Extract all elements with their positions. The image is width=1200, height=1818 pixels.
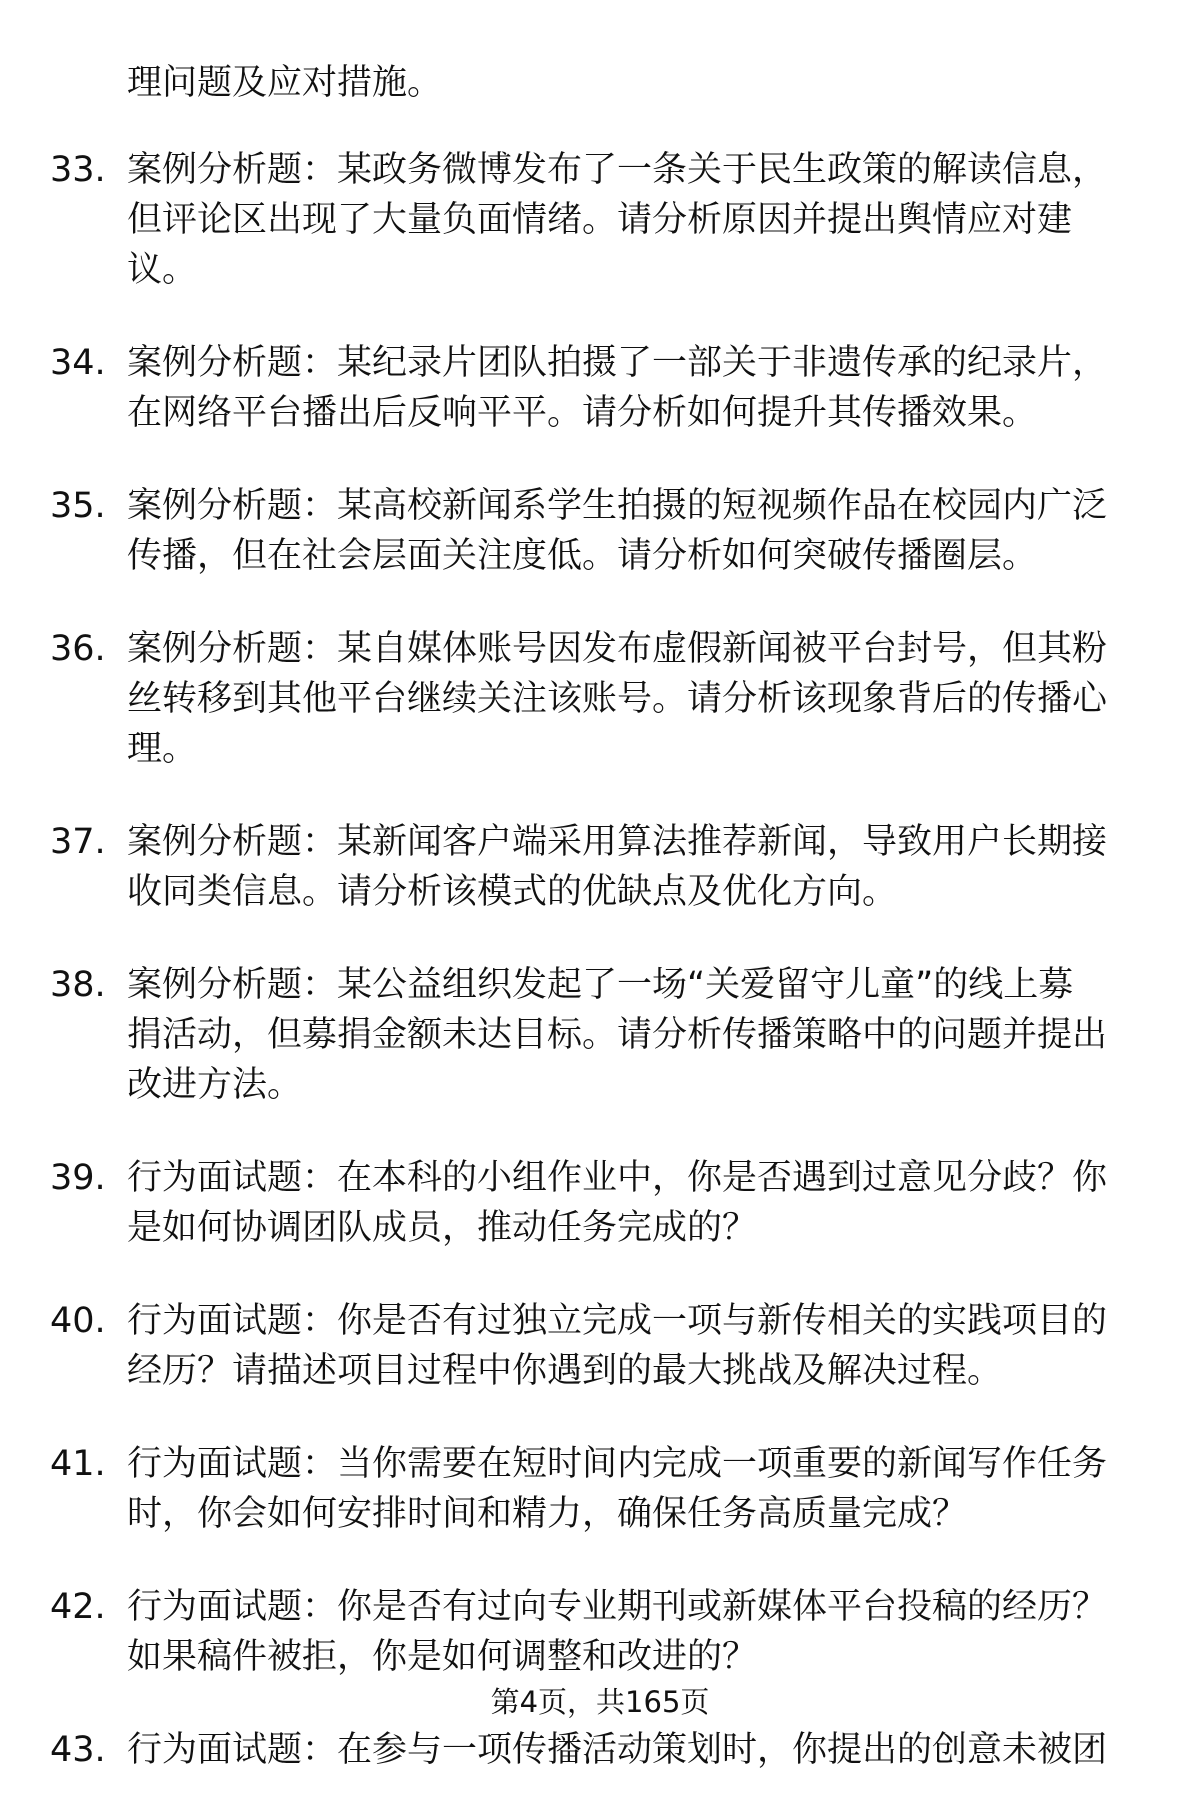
question-number: 37. xyxy=(50,822,106,862)
continued-question-text: 理问题及应对措施。 xyxy=(127,63,443,103)
question-text-line: 理。 xyxy=(127,729,198,769)
question-text-line: 案例分析题：某新闻客户端采用算法推荐新闻，导致用户长期接 xyxy=(127,822,1108,862)
question-text-line: 行为面试题：在本科的小组作业中，你是否遇到过意见分歧？你 xyxy=(127,1158,1108,1198)
question-text-line: 案例分析题：某公益组织发起了一场“关爱留守儿童”的线上募 xyxy=(127,965,1074,1005)
question-number: 34. xyxy=(50,343,106,383)
question-text xyxy=(127,338,1147,438)
question-text xyxy=(127,1582,1147,1682)
question-number: 35. xyxy=(50,486,106,526)
question-item xyxy=(0,1725,1200,1775)
question-text-line: 丝转移到其他平台继续关注该账号。请分析该现象背后的传播心 xyxy=(127,679,1108,719)
question-text-line: 行为面试题：在参与一项传播活动策划时，你提出的创意未被团 xyxy=(127,1730,1108,1770)
question-text xyxy=(127,1153,1147,1253)
question-text-line: 经历？请描述项目过程中你遇到的最大挑战及解决过程。 xyxy=(127,1351,1003,1391)
question-text-line: 如果稿件被拒，你是如何调整和改进的？ xyxy=(127,1637,758,1677)
question-item xyxy=(0,338,1200,438)
question-number: 36. xyxy=(50,629,106,669)
question-item xyxy=(0,960,1200,1110)
question-text-line: 改进方法。 xyxy=(127,1065,303,1105)
question-text-line: 行为面试题：你是否有过独立完成一项与新传相关的实践项目的 xyxy=(127,1301,1108,1341)
question-text xyxy=(127,481,1147,581)
question-text-line: 议。 xyxy=(127,250,198,290)
question-item xyxy=(0,481,1200,581)
question-item xyxy=(0,1296,1200,1396)
question-text-line: 但评论区出现了大量负面情绪。请分析原因并提出舆情应对建 xyxy=(127,200,1073,240)
question-number: 39. xyxy=(50,1158,106,1198)
question-number: 41. xyxy=(50,1444,106,1484)
question-text-line: 捐活动，但募捐金额未达目标。请分析传播策略中的问题并提出 xyxy=(127,1015,1108,1055)
question-number: 38. xyxy=(50,965,106,1005)
question-item xyxy=(0,624,1200,774)
question-item xyxy=(0,1153,1200,1253)
question-number: 42. xyxy=(50,1587,106,1627)
question-text-line: 收同类信息。请分析该模式的优缺点及优化方向。 xyxy=(127,872,898,912)
question-text-line: 时，你会如何安排时间和精力，确保任务高质量完成？ xyxy=(127,1494,968,1534)
question-text xyxy=(127,1725,1147,1775)
question-text-line: 传播，但在社会层面关注度低。请分析如何突破传播圈层。 xyxy=(127,536,1038,576)
question-text xyxy=(127,1296,1147,1396)
question-text xyxy=(127,624,1147,774)
question-item xyxy=(0,145,1200,295)
question-text-line: 行为面试题：你是否有过向专业期刊或新媒体平台投稿的经历？ xyxy=(127,1587,1108,1627)
page-number: 第4页，共165页 xyxy=(490,1685,710,1719)
question-number: 40. xyxy=(50,1301,106,1341)
question-text xyxy=(127,145,1147,295)
question-text-line: 案例分析题：某高校新闻系学生拍摄的短视频作品在校园内广泛 xyxy=(127,486,1108,526)
question-text xyxy=(127,1439,1147,1539)
question-text xyxy=(127,817,1147,917)
question-text-line: 行为面试题：当你需要在短时间内完成一项重要的新闻写作任务 xyxy=(127,1444,1108,1484)
question-text-line: 案例分析题：某政务微博发布了一条关于民生政策的解读信息， xyxy=(127,150,1108,190)
question-item xyxy=(0,817,1200,917)
question-text-line: 是如何协调团队成员，推动任务完成的？ xyxy=(127,1208,758,1248)
question-number: 33. xyxy=(50,150,106,190)
question-text-line: 案例分析题：某自媒体账号因发布虚假新闻被平台封号，但其粉 xyxy=(127,629,1108,669)
question-item xyxy=(0,1439,1200,1539)
question-item xyxy=(0,1582,1200,1682)
question-text xyxy=(127,960,1147,1110)
question-list xyxy=(0,145,1200,1818)
question-number: 43. xyxy=(50,1730,106,1770)
question-text-line: 在网络平台播出后反响平平。请分析如何提升其传播效果。 xyxy=(127,393,1038,433)
question-text-line: 案例分析题：某纪录片团队拍摄了一部关于非遗传承的纪录片， xyxy=(127,343,1108,383)
